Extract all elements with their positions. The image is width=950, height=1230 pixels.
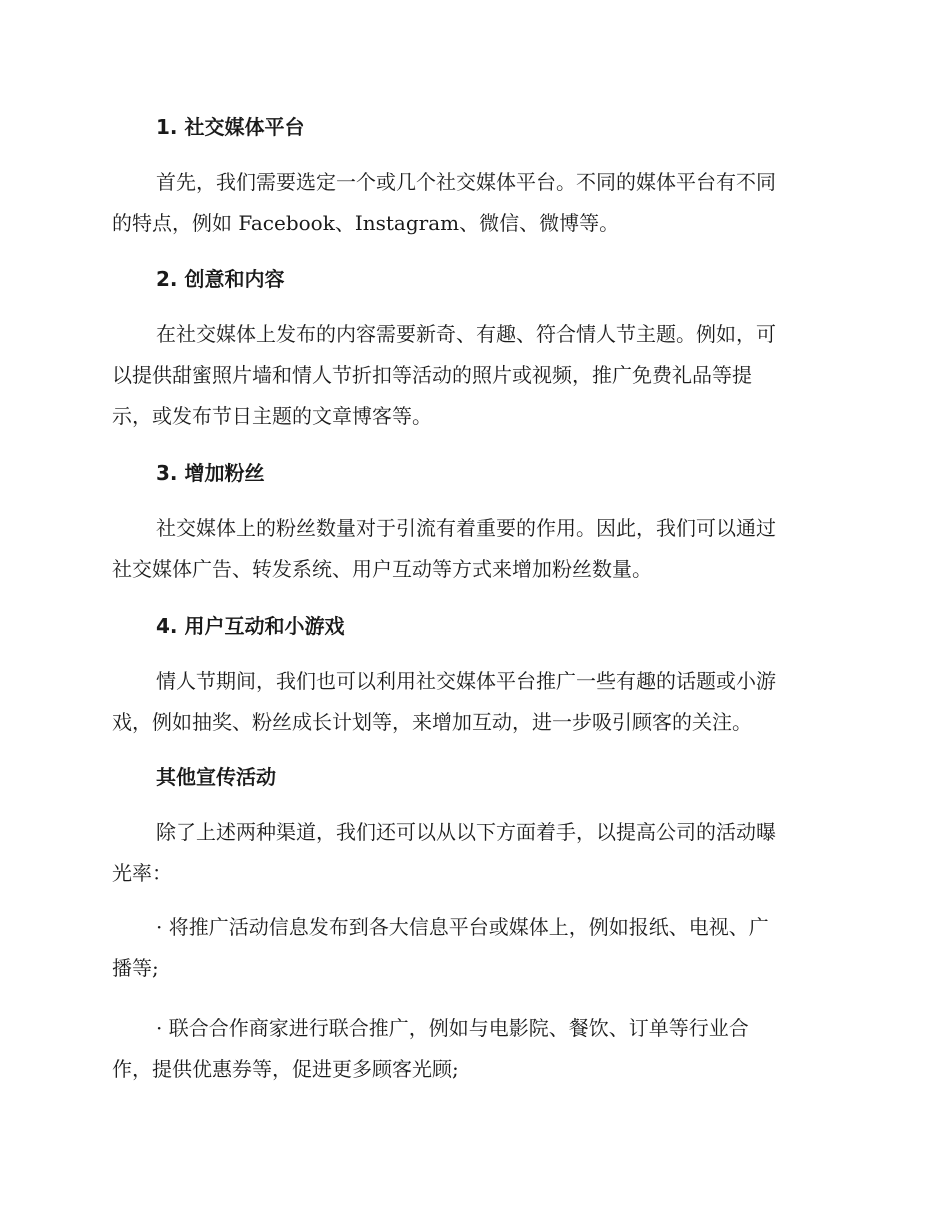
bullet-line: 播等;: [112, 956, 159, 980]
section-paragraph-social-platform: [112, 162, 842, 244]
section-paragraph-creative-content: [112, 314, 842, 437]
section-heading-creative-content: 2. 创意和内容: [156, 267, 285, 291]
bullet-item: [112, 1008, 842, 1090]
section-paragraph-other-promotion: [112, 812, 842, 894]
paragraph-line: 的特点，例如 Facebook、Instagram、微信、微博等。: [112, 211, 620, 235]
section-heading-other-promotion: 其他宣传活动: [156, 765, 276, 789]
paragraph-line: 社交媒体上的粉丝数量对于引流有着重要的作用。因此，我们可以通过: [156, 516, 776, 540]
section-paragraph-user-interaction: [112, 661, 842, 743]
paragraph-line: 除了上述两种渠道，我们还可以从以下方面着手，以提高公司的活动曝: [156, 820, 776, 844]
paragraph-line: 情人节期间，我们也可以利用社交媒体平台推广一些有趣的话题或小游: [156, 669, 776, 693]
section-heading-user-interaction: 4. 用户互动和小游戏: [156, 614, 345, 638]
paragraph-line: 戏，例如抽奖、粉丝成长计划等，来增加互动，进一步吸引顾客的关注。: [112, 710, 752, 734]
paragraph-line: 以提供甜蜜照片墙和情人节折扣等活动的照片或视频，推广免费礼品等提: [112, 363, 752, 387]
paragraph-line: 社交媒体广告、转发系统、用户互动等方式来增加粉丝数量。: [112, 557, 652, 581]
bullet-item: [112, 907, 842, 989]
paragraph-line: 首先，我们需要选定一个或几个社交媒体平台。不同的媒体平台有不同: [156, 170, 776, 194]
paragraph-line: 在社交媒体上发布的内容需要新奇、有趣、符合情人节主题。例如，可: [156, 322, 776, 346]
section-paragraph-grow-followers: [112, 508, 842, 590]
bullet-line: · 联合合作商家进行联合推广，例如与电影院、餐饮、订单等行业合: [156, 1016, 749, 1040]
section-heading-grow-followers: 3. 增加粉丝: [156, 461, 265, 485]
bullet-line: · 将推广活动信息发布到各大信息平台或媒体上，例如报纸、电视、广: [156, 915, 769, 939]
paragraph-line: 光率：: [112, 861, 172, 885]
section-heading-social-platform: 1. 社交媒体平台: [156, 115, 305, 139]
bullet-line: 作，提供优惠券等，促进更多顾客光顾;: [112, 1057, 459, 1081]
paragraph-line: 示，或发布节日主题的文章博客等。: [112, 404, 432, 428]
